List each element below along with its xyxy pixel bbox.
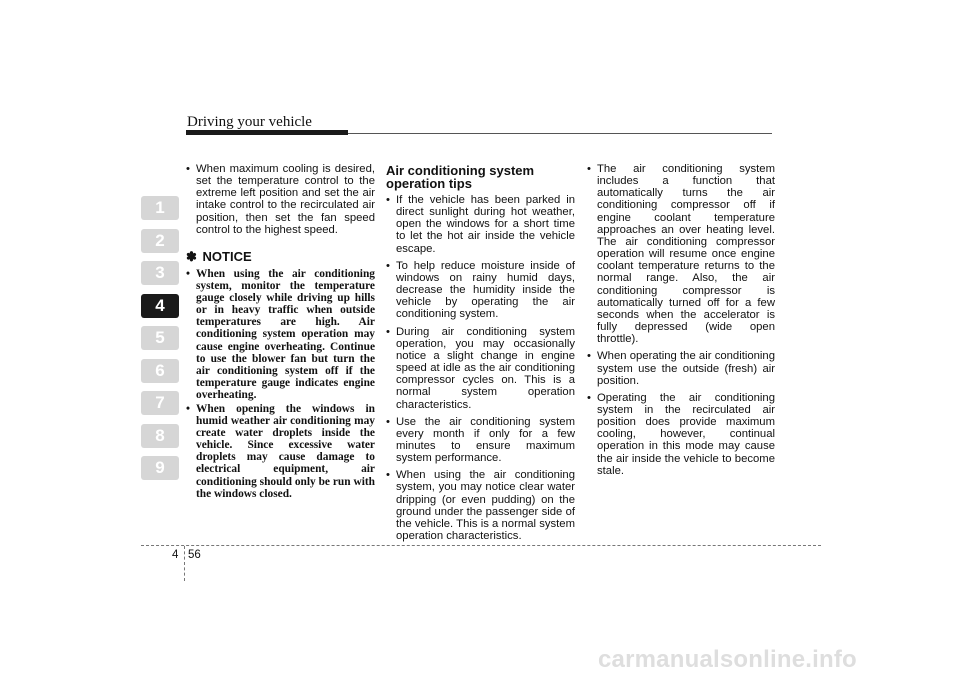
chapter-tabs bbox=[141, 196, 179, 489]
notice-heading-label: NOTICE bbox=[202, 248, 252, 264]
list-item: • The air conditioning system includes a function that automatically turns the air conditioning compressor off if engine coolant temperature approaches an over heating level. The air conditioning compressor operation will resume once engine coolant temperature returns to the normal range. Also, the air conditioning compressor is automatically turned off for a few seconds when the accelerator is fully depressed (wide open throttle). bbox=[587, 163, 775, 345]
footer-rule bbox=[141, 545, 821, 546]
list-item: • Operating the air conditioning system in the recirculated air position does provide maximum cooling, however, continual operation in this mode may cause the air inside the vehicle to become stale. bbox=[587, 392, 775, 477]
watermark: carmanualsonline.info bbox=[598, 646, 857, 673]
notice-symbol-icon: ✽ bbox=[186, 248, 197, 264]
chapter-tab-1[interactable]: 1 bbox=[141, 196, 179, 220]
chapter-tab-3[interactable]: 3 bbox=[141, 261, 179, 285]
column-1 bbox=[186, 163, 375, 502]
chapter-tab-5[interactable]: 5 bbox=[141, 326, 179, 350]
notice-item: • When using the air conditioning system, monitor the temperature gauge closely while driving up hills or in heavy traffic when outside temperatures are high. Air conditioning system operation may cause engine overheating. Continue to use the blower fan but turn the air conditioning system off if the temperature gauge indicates engine overheating. bbox=[186, 268, 375, 401]
footer-page-number: 56 bbox=[188, 549, 201, 561]
list-item: • When maximum cooling is desired, set the temperature control to the extreme left position and set the air intake control to the recirculated air position, then set the fan speed control to the highest speed. bbox=[186, 163, 375, 236]
chapter-tab-9[interactable]: 9 bbox=[141, 456, 179, 480]
chapter-tab-6[interactable]: 6 bbox=[141, 359, 179, 383]
chapter-tab-8[interactable]: 8 bbox=[141, 424, 179, 448]
header-title: Driving your vehicle bbox=[187, 114, 312, 130]
intro-bullet-list bbox=[186, 163, 375, 236]
tips-list bbox=[386, 194, 575, 542]
list-item: • To help reduce moisture inside of windows on rainy humid days, decrease the humidity inside the vehicle by operating the air conditioning system. bbox=[386, 260, 575, 321]
notice-heading bbox=[186, 250, 375, 264]
chapter-tab-7[interactable]: 7 bbox=[141, 391, 179, 415]
list-item: • When using the air conditioning system, you may notice clear water dripping (or even pudding) on the ground under the passenger side of the vehicle. This is a normal system operation characteristics. bbox=[386, 469, 575, 542]
header-rule bbox=[348, 133, 772, 134]
list-item: • Use the air conditioning system every month if only for a few minutes to ensure maximum system performance. bbox=[386, 416, 575, 465]
list-item: • When operating the air conditioning system use the outside (fresh) air position. bbox=[587, 350, 775, 386]
notice-item: • When opening the windows in humid weather air conditioning may create water droplets inside the vehicle. Since excessive water droplets may cause damage to electrical equipment, air conditioning should only be run with the windows closed. bbox=[186, 403, 375, 500]
chapter-tab-4[interactable]: 4 bbox=[141, 294, 179, 318]
list-item: • If the vehicle has been parked in direct sunlight during hot weather, open the windows for a short time to let the hot air inside the vehicle escape. bbox=[386, 194, 575, 255]
tips-list-continued bbox=[587, 163, 775, 477]
column-3 bbox=[587, 163, 775, 482]
section-heading: Air conditioning system operation tips bbox=[386, 163, 535, 191]
chapter-tab-2[interactable]: 2 bbox=[141, 229, 179, 253]
notice-list bbox=[186, 268, 375, 500]
footer-divider bbox=[184, 546, 185, 581]
list-item: • During air conditioning system operation, you may occasionally notice a slight change in engine speed at idle as the air conditioning compressor cycles on. This is a normal system operation characteristics. bbox=[386, 326, 575, 411]
footer-chapter-number: 4 bbox=[172, 549, 179, 561]
column-2 bbox=[386, 163, 575, 547]
header-bar bbox=[186, 130, 348, 135]
